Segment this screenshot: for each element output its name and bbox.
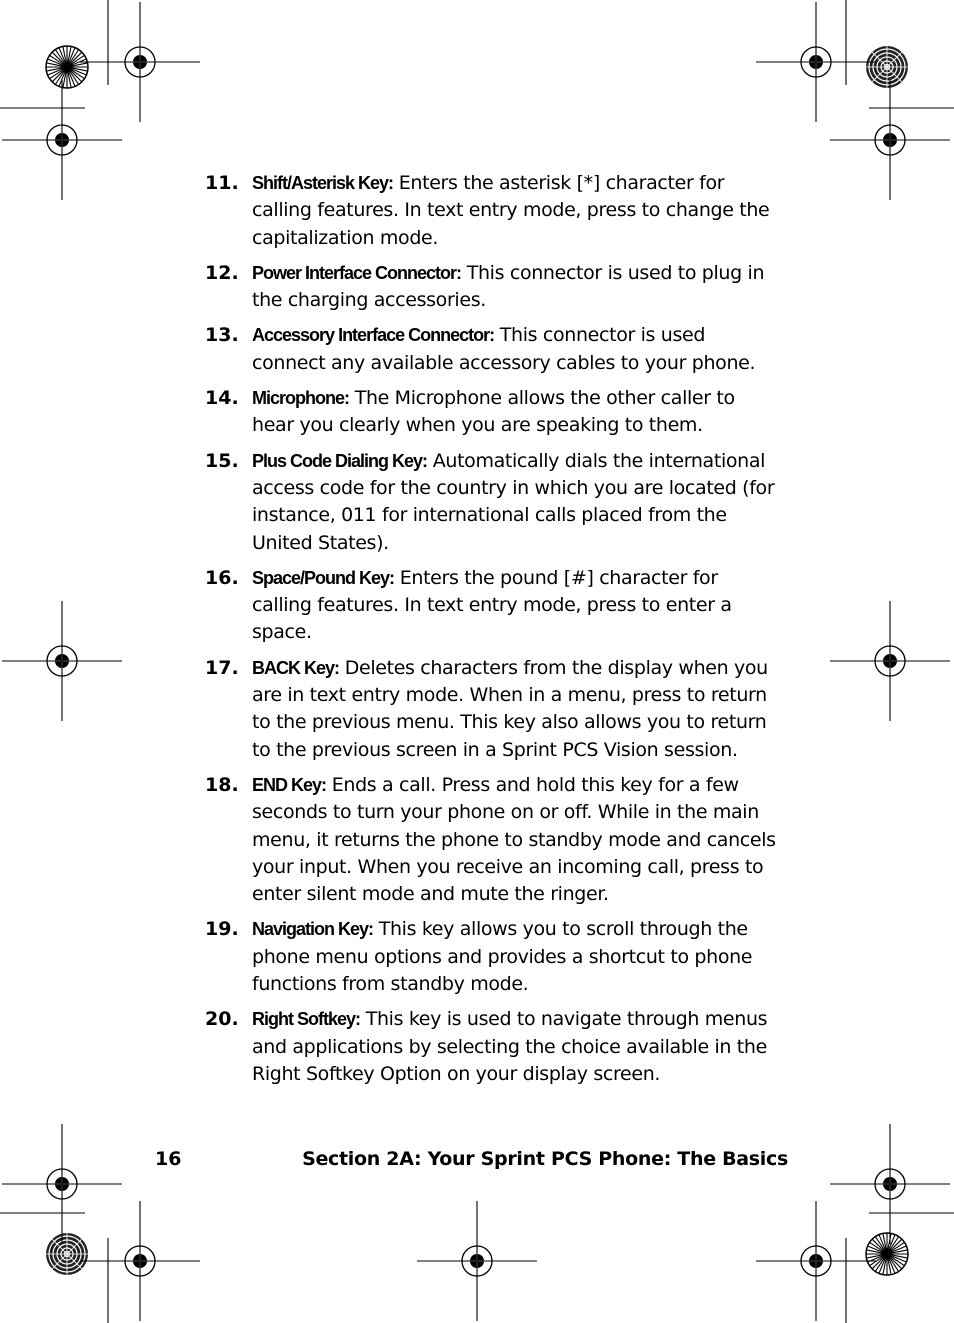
item-description bbox=[252, 565, 780, 647]
item-description bbox=[252, 772, 780, 908]
list-item bbox=[205, 655, 780, 764]
item-term: Right Softkey: bbox=[252, 1009, 361, 1030]
item-number: 18. bbox=[205, 773, 239, 796]
item-number: 15. bbox=[205, 449, 239, 472]
item-text: Enters the asterisk [*] character for calling features. In text entry mode, press to change the capitalization mode. bbox=[252, 172, 770, 249]
list-item bbox=[205, 772, 780, 908]
item-description bbox=[252, 916, 780, 998]
list-item bbox=[205, 385, 780, 440]
item-description bbox=[252, 655, 780, 764]
item-number: 20. bbox=[205, 1008, 239, 1031]
item-text: This connector is used to plug in the charging accessories. bbox=[252, 261, 765, 312]
item-description bbox=[252, 385, 780, 440]
item-text: Enters the pound [#] character for calling features. In text entry mode, press to enter a space. bbox=[252, 566, 732, 644]
item-text: This key allows you to scroll through the phone menu options and provides a shortcut to phone functions from standby mode. bbox=[252, 918, 753, 996]
item-number: 13. bbox=[205, 324, 239, 347]
item-text: Automatically dials the international access code for the country in which you are located (for instance, 011 for international calls placed from the United States). bbox=[252, 449, 775, 554]
item-description bbox=[252, 448, 780, 557]
item-term: Navigation Key: bbox=[252, 919, 374, 940]
item-term: BACK Key: bbox=[252, 657, 340, 678]
item-text: This key is used to navigate through menus and applications by selecting the choice available in the Right Softkey Option on your display screen. bbox=[252, 1008, 768, 1085]
item-text: Deletes characters from the display when you are in text entry mode. When in a menu, press to return to the previous menu. This key also allows you to return to the previous screen in a Sprint PCS Vision session. bbox=[252, 656, 768, 761]
item-description bbox=[252, 322, 780, 377]
item-text: This connector is used connect any available accessory cables to your phone. bbox=[252, 324, 756, 374]
item-number: 11. bbox=[205, 172, 239, 194]
item-number: 16. bbox=[205, 566, 239, 589]
item-term: Plus Code Dialing Key: bbox=[252, 450, 428, 471]
list-item bbox=[205, 1006, 780, 1088]
item-term: END Key: bbox=[252, 774, 327, 795]
numbered-key-list bbox=[205, 170, 780, 1096]
item-number: 14. bbox=[205, 387, 239, 410]
item-term: Space/Pound Key: bbox=[252, 567, 395, 588]
item-description bbox=[252, 1006, 780, 1088]
page-number: 16 bbox=[155, 1148, 182, 1170]
item-term: Accessory Interface Connector: bbox=[252, 325, 495, 346]
item-description bbox=[252, 260, 780, 315]
item-number: 19. bbox=[205, 918, 239, 941]
item-term: Shift/Asterisk Key: bbox=[252, 173, 394, 193]
list-item bbox=[205, 565, 780, 647]
list-item bbox=[205, 916, 780, 998]
item-term: Power Interface Connector: bbox=[252, 262, 462, 283]
item-text: The Microphone allows the other caller to hear you clearly when you are speaking to them. bbox=[252, 387, 735, 437]
item-number: 17. bbox=[205, 656, 239, 679]
item-term: Microphone: bbox=[252, 388, 349, 409]
list-item bbox=[205, 322, 780, 377]
item-text: Ends a call. Press and hold this key for a few seconds to turn your phone on or off. While in the main menu, it returns the phone to standby mode and cancels your input. When you receive an incoming call, press to enter silent mode and mute the ringer. bbox=[252, 773, 776, 906]
section-title: Section 2A: Your Sprint PCS Phone: The Basics bbox=[302, 1148, 788, 1170]
item-number: 12. bbox=[205, 261, 239, 284]
item-description bbox=[252, 170, 780, 252]
list-item bbox=[205, 260, 780, 315]
list-item bbox=[205, 170, 780, 252]
list-item bbox=[205, 448, 780, 557]
